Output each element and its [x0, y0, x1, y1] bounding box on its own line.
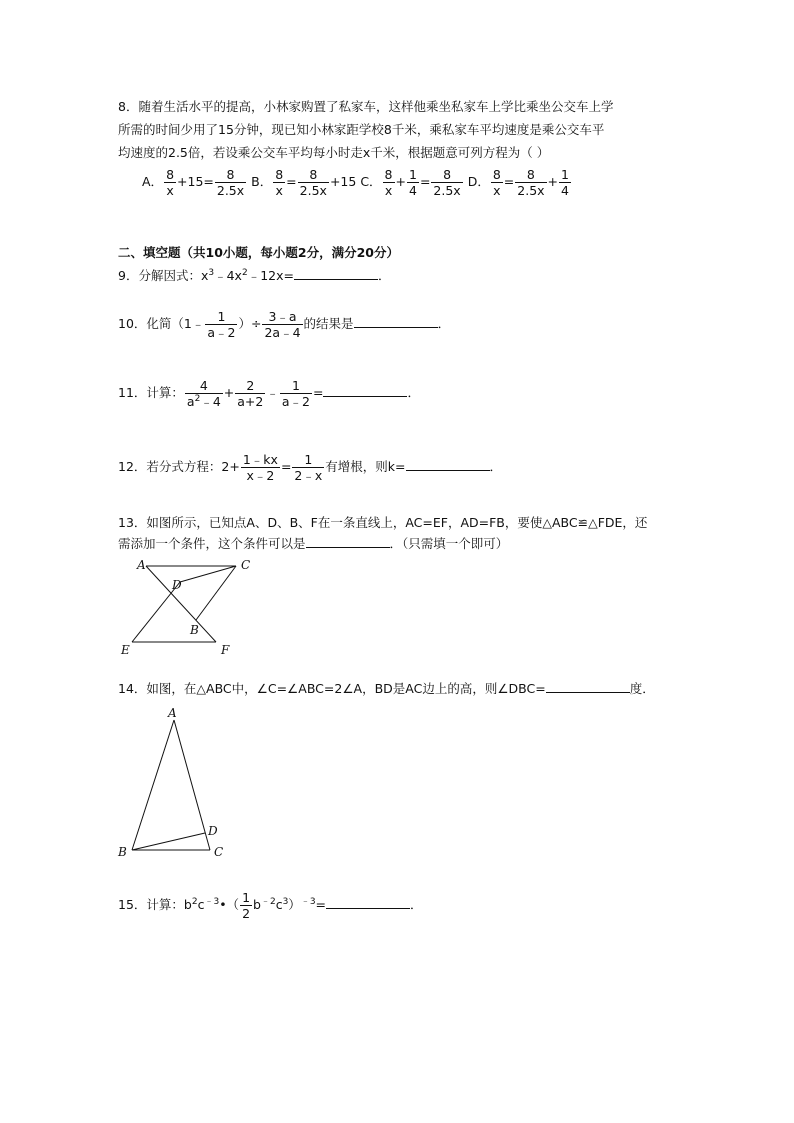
- q8-option-a[interactable]: A． $\frac{8}{x}$ +15= $\frac{8}{2.5x}$: [142, 167, 245, 198]
- q13-line1: 13．如图所示，已知点A、D、B、F在一条直线上，AC=EF，AD=FB，要使△ABC≌△FDE，还: [118, 515, 648, 530]
- answer-blank[interactable]: [323, 384, 407, 397]
- label-c: C: [241, 558, 251, 572]
- q10: 10．化简（1﹣ $\frac{1}{a﹣2}$ ）÷ $\frac{3﹣a}{2a﹣4}$ 的结果是 ．: [118, 309, 451, 340]
- q12: 12．若分式方程：2+ $\frac{1﹣kx}{x﹣2}$ = $\frac{1}{2﹣x}$ 有增根，则k= ．: [118, 452, 503, 483]
- answer-blank[interactable]: [354, 315, 438, 328]
- fraction: $\frac{8}{2.5x}$: [216, 167, 245, 198]
- label-f: F: [221, 643, 230, 657]
- fraction: $\frac{8}{x}$: [384, 167, 393, 198]
- answer-blank[interactable]: [406, 458, 490, 471]
- label-d: D: [208, 824, 218, 838]
- q13-line2: 需添加一个条件，这个条件可以是 ．（只需填一个即可）: [118, 536, 509, 551]
- q11: 11．计算： $\frac{4}{a^2﹣4}$ + $\frac{2}{a+2}$ ﹣ $\frac{1}{a﹣2}$ = ．: [118, 378, 420, 409]
- fraction: $\frac{8}{2.5x}$: [517, 167, 545, 198]
- segment-ac: [174, 720, 210, 850]
- fraction: $\frac{1}{4}$: [408, 167, 417, 198]
- q8-option-c[interactable]: C． $\frac{8}{x}$ + $\frac{1}{4}$ = $\frac{8}{2.5x}$: [360, 167, 461, 198]
- answer-blank[interactable]: [546, 680, 630, 693]
- q8-option-b[interactable]: B． $\frac{8}{x}$ = $\frac{8}{2.5x}$ +15: [251, 167, 357, 198]
- segment-bd: [132, 833, 205, 850]
- label-a: A: [137, 558, 146, 572]
- q8-line1: 8．随着生活水平的提高，小林家购置了私家车，这样他乘坐私家车上学比乘坐公交车上学: [118, 99, 614, 114]
- q8-options: [142, 164, 572, 200]
- label-e: E: [121, 643, 130, 657]
- q9: 9．分解因式：$x^3﹣4x^2﹣12x=$ ．: [118, 267, 391, 283]
- section-title: 二、填空题（共10小题，每小题2分，满分20分）: [118, 245, 399, 260]
- label-d: D: [172, 578, 182, 592]
- fraction: $\frac{3﹣a}{2a﹣4}$: [264, 309, 301, 340]
- fraction: $\frac{8}{2.5x}$: [299, 167, 327, 198]
- q8-line3: 均速度的2.5倍，若设乘公交车平均每小时走x千米，根据题意可列方程为（ ）: [118, 145, 550, 160]
- fraction: $\frac{8}{2.5x}$: [433, 167, 461, 198]
- answer-blank[interactable]: [294, 267, 378, 280]
- segment-dc: [180, 566, 236, 582]
- q13-figure: [115, 558, 265, 658]
- label-a: A: [168, 706, 177, 720]
- label-b: B: [190, 623, 199, 637]
- fraction: $\frac{1}{2}$: [242, 890, 251, 921]
- segment-bc: [196, 566, 236, 620]
- answer-blank[interactable]: [306, 535, 390, 548]
- fraction: $\frac{4}{a^2﹣4}$: [186, 378, 221, 409]
- label-c: C: [214, 845, 224, 859]
- q8-line2: 所需的时间少用了15分钟，现已知小林家距学校8千米，乘私家车平均速度是乘公交车平: [118, 122, 605, 137]
- fraction: $\frac{8}{x}$: [166, 167, 175, 198]
- fraction: $\frac{8}{x}$: [492, 167, 501, 198]
- segment-ab: [132, 720, 174, 850]
- label-b: B: [118, 845, 127, 859]
- fraction: $\frac{1}{a﹣2}$: [281, 378, 310, 409]
- fraction: $\frac{1﹣kx}{x﹣2}$: [242, 452, 278, 483]
- fraction: $\frac{8}{x}$: [275, 167, 284, 198]
- fraction: $\frac{1}{a﹣2}$: [207, 309, 236, 340]
- fraction: $\frac{1}{4}$: [561, 167, 569, 198]
- q8-option-d[interactable]: D． $\frac{8}{x}$ = $\frac{8}{2.5x}$ + $\frac{1}{4}$: [467, 167, 569, 198]
- q15: 15．计算：$b^2c^{﹣3}•$（ $\frac{1}{2}$ $b^{﹣2}c^3)^{﹣3}=$ ．: [118, 890, 423, 921]
- fraction: $\frac{1}{2﹣x}$: [294, 452, 323, 483]
- q14: 14．如图，在△ABC中，∠C=∠ABC=2∠A，BD是AC边上的高，则∠DBC= 度．: [118, 681, 655, 696]
- q14-figure: [112, 705, 242, 860]
- answer-blank[interactable]: [326, 896, 410, 909]
- fraction: $\frac{2}{a+2}$: [237, 378, 264, 409]
